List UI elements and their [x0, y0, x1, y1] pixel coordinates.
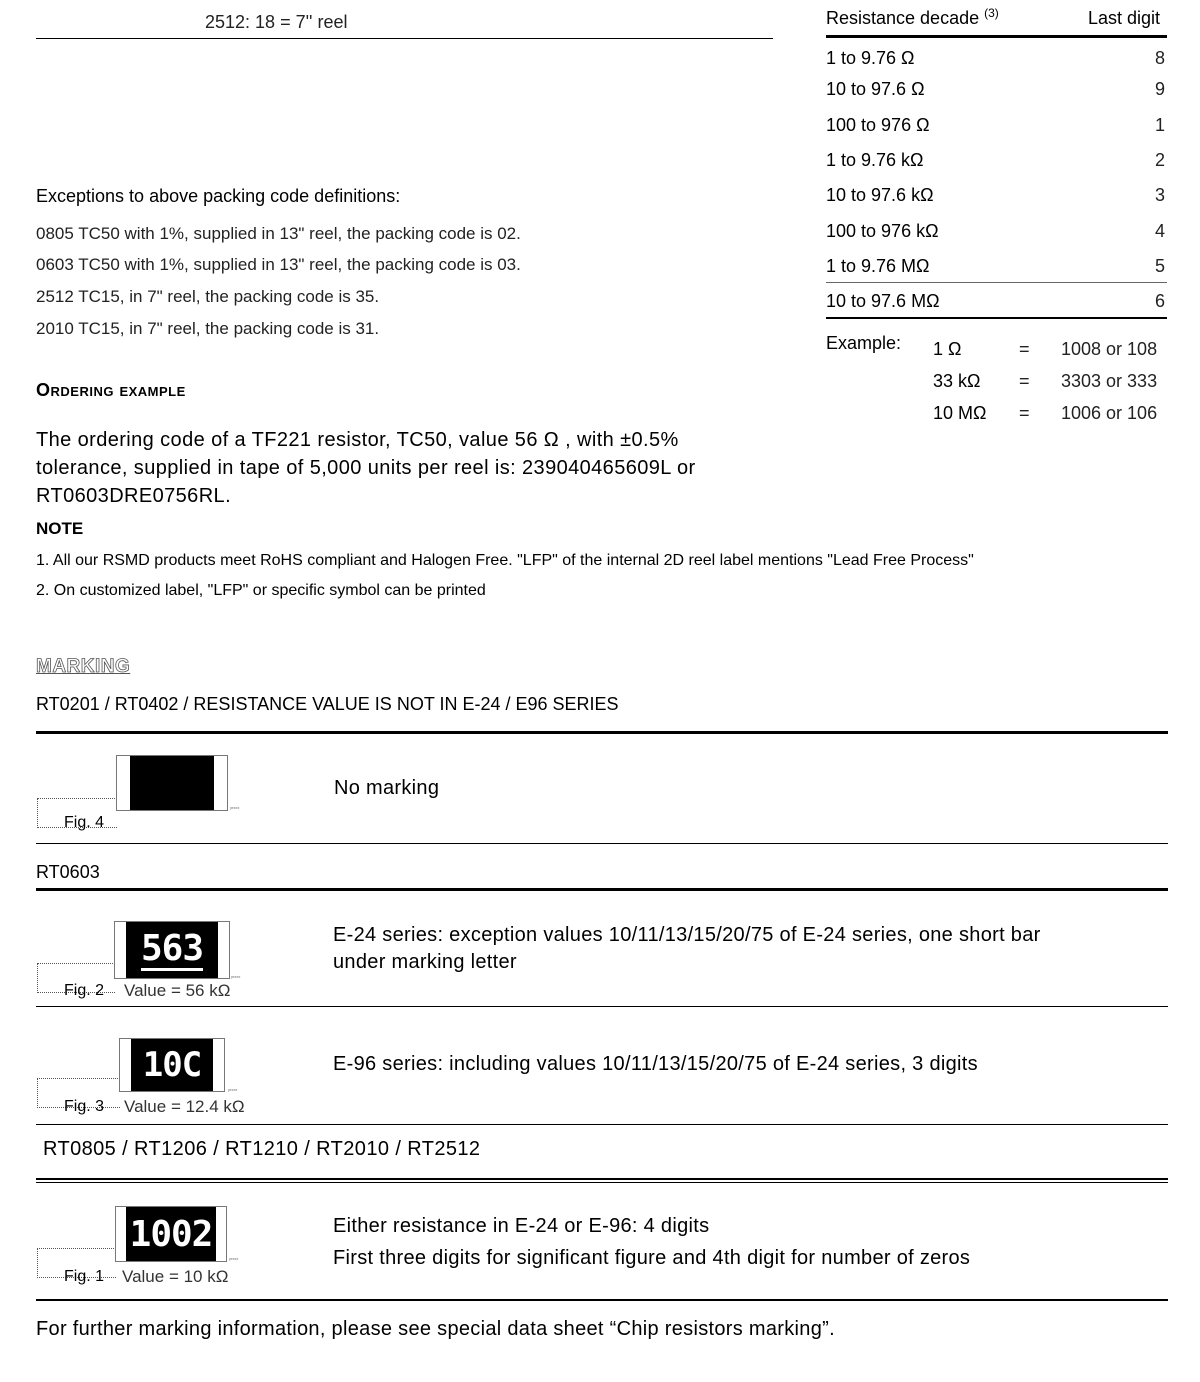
fig1-desc [333, 1210, 970, 1274]
section-rule [36, 1124, 1168, 1125]
fig3-value: Value = 12.4 kΩ [124, 1097, 245, 1116]
decade-row [826, 252, 1167, 282]
section-title-rt0805: RT0805 / RT1206 / RT1210 / RT2010 / RT2512 [43, 1138, 481, 1160]
fig2-label: Fig. 2 [64, 982, 105, 999]
section-title-rt0201: RT0201 / RT0402 / RESISTANCE VALUE IS NOT IN E-24 / E96 SERIES [36, 694, 619, 714]
reel-code-line: 2512: 18 = 7'' reel [205, 12, 348, 32]
fig3-desc: E-96 series: including values 10/11/13/15/20/75 of E-24 series, 3 digits [333, 1053, 978, 1075]
chip-fig3 [119, 1038, 225, 1092]
decade-row [826, 287, 1167, 317]
last-digit: 5 [1154, 256, 1165, 276]
decade-value: 1 to 9.76 kΩ [826, 150, 924, 170]
example-code: 1008 or 108 [1061, 339, 1158, 359]
note-item: 1. All our RSMD products meet RoHS compliant and Halogen Free. "LFP" of the internal 2D reel label mentions "Lead Free Process" [36, 552, 974, 569]
fig1-label: Fig. 1 [64, 1268, 105, 1285]
chip-body [131, 1039, 213, 1091]
chip-marking-text: 563 [140, 927, 204, 969]
last-digit: 6 [1154, 291, 1165, 311]
example-value: 1 Ω [933, 339, 962, 359]
table-bottom-rule [826, 317, 1167, 319]
decade-row [826, 44, 1167, 74]
section-rule [36, 1299, 1168, 1301]
last-digit: 3 [1154, 185, 1165, 205]
chip-marking-text: 1002 [129, 1213, 213, 1255]
fig1-value: Value = 10 kΩ [122, 1267, 229, 1286]
exception-line: 2010 TC15, in 7" reel, the packing code is 31. [36, 319, 380, 338]
decade-value: 10 to 97.6 kΩ [826, 185, 934, 205]
fig4-label: Fig. 4 [64, 814, 105, 831]
marking-title: MARKING [36, 656, 131, 677]
chip-scale-note: yrxxx [228, 1087, 238, 1092]
last-digit: 2 [1154, 150, 1165, 170]
exception-line: 0805 TC50 with 1%, supplied in 13" reel, the packing code is 02. [36, 224, 521, 243]
last-digit: 8 [1154, 48, 1165, 68]
fig1-desc-line: First three digits for significant figure and 4th digit for number of zeros [333, 1247, 971, 1269]
example-label: Example: [826, 333, 902, 353]
chip-fig2 [114, 921, 230, 979]
decade-value: 100 to 976 kΩ [826, 221, 939, 241]
fig2-desc-line: under marking letter [333, 951, 517, 973]
example-eq: = [1019, 339, 1030, 359]
example-code: 3303 or 333 [1061, 371, 1158, 391]
last-digit: 1 [1154, 115, 1165, 135]
note-heading: NOTE [36, 519, 84, 538]
decade-value: 100 to 976 Ω [826, 115, 930, 135]
chip-body [126, 1207, 216, 1261]
exceptions-heading: Exceptions to above packing code definitions: [36, 186, 401, 206]
decade-value: 1 to 9.76 Ω [826, 48, 915, 68]
section-rule [36, 843, 1168, 844]
divider [36, 38, 773, 39]
section-title-rt0603: RT0603 [36, 862, 100, 882]
chip-body [126, 922, 218, 978]
decade-value: 1 to 9.76 MΩ [826, 256, 930, 276]
example-value: 33 kΩ [933, 371, 981, 391]
decade-value: 10 to 97.6 MΩ [826, 291, 940, 311]
digit-header: Last digit [1088, 8, 1161, 28]
section-rule [36, 1182, 1168, 1183]
ordering-body [36, 426, 696, 510]
example-value: 10 MΩ [933, 403, 987, 423]
decade-header-footnote: (3) [984, 6, 999, 20]
decade-header-label: Resistance decade [826, 8, 980, 28]
example-eq: = [1019, 403, 1030, 423]
decade-row [826, 146, 1167, 176]
section-rule [36, 888, 1168, 891]
decade-value: 10 to 97.6 Ω [826, 79, 925, 99]
exception-line: 0603 TC50 with 1%, supplied in 13" reel, the packing code is 03. [36, 255, 521, 274]
section-rule [36, 1006, 1168, 1007]
chip-scale-note: yrxxx [230, 805, 240, 810]
last-digit: 9 [1154, 79, 1165, 99]
section-rule [36, 1178, 1168, 1180]
example-eq: = [1019, 371, 1030, 391]
fig2-value: Value = 56 kΩ [124, 981, 231, 1000]
ordering-heading: Ordering example [36, 380, 186, 400]
decade-header [826, 6, 999, 29]
chip-scale-note: yrxxx [229, 1256, 239, 1261]
fig2-desc-line: E-24 series: exception values 10/11/13/15/20/75 of E-24 series, one short bar [333, 924, 1041, 946]
exception-line: 2512 TC15, in 7" reel, the packing code is 35. [36, 287, 380, 306]
decade-row [826, 217, 1167, 247]
fig4-desc: No marking [334, 777, 440, 799]
fig1-desc-line: Either resistance in E-24 or E-96: 4 digits [333, 1215, 710, 1237]
chip-marking-text: 10C [142, 1045, 202, 1085]
example-code: 1006 or 106 [1061, 403, 1158, 423]
chip-scale-note: yrxxx [231, 974, 241, 979]
last-digit: 4 [1154, 221, 1165, 241]
ordering-line: RT0603DRE0756RL. [36, 485, 232, 507]
decade-row [826, 181, 1167, 211]
decade-row [826, 75, 1167, 105]
chip-fig1 [115, 1206, 227, 1262]
row-divider [826, 282, 1167, 283]
chip-body [130, 756, 214, 810]
fig2-desc [333, 922, 1041, 976]
fig3-label: Fig. 3 [64, 1098, 105, 1115]
marking-footer: For further marking information, please see special data sheet “Chip resistors marking”. [36, 1318, 835, 1340]
decade-row [826, 111, 1167, 141]
note-item: 2. On customized label, "LFP" or specific symbol can be printed [36, 582, 486, 599]
ordering-line: The ordering code of a TF221 resistor, TC50, value 56 Ω , with ±0.5% [36, 429, 679, 451]
ordering-line: tolerance, supplied in tape of 5,000 units per reel is: 239040465609L or [36, 457, 696, 479]
table-header-rule [826, 35, 1167, 38]
chip-fig4 [116, 755, 228, 811]
section-rule [36, 731, 1168, 734]
